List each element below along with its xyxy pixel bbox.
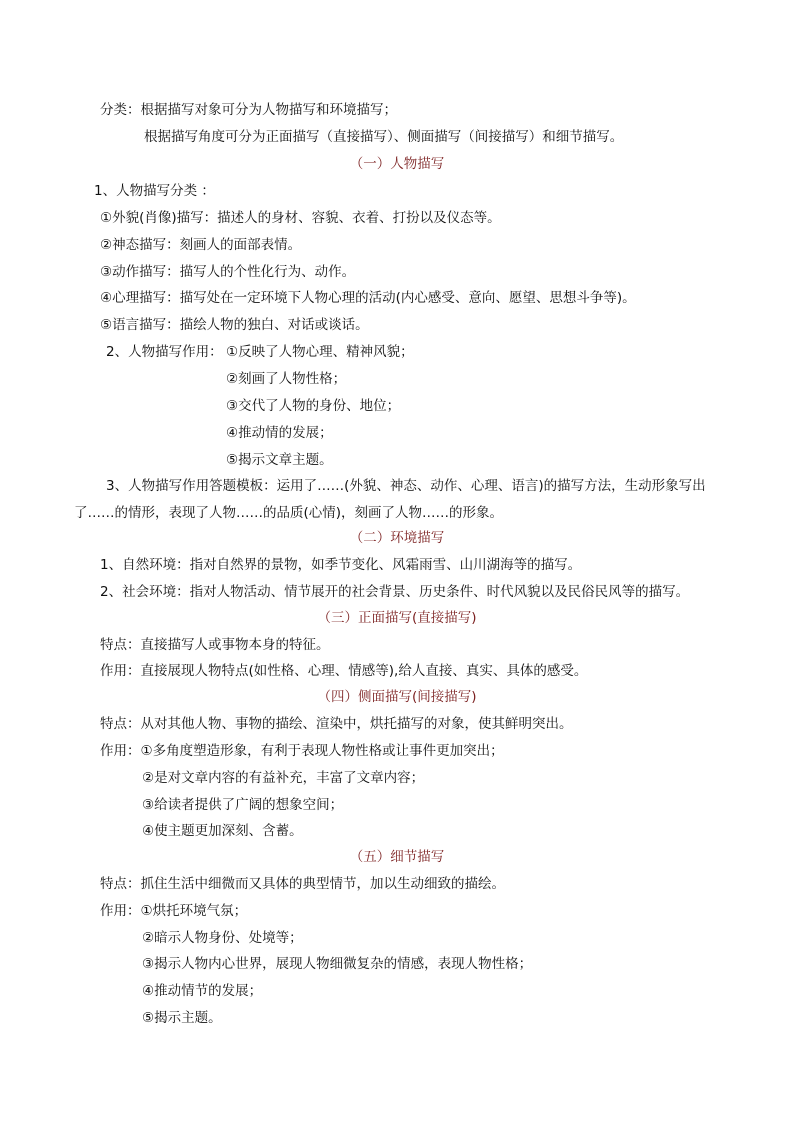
detail-effect-first: 作用：①烘托环境气氛；: [100, 903, 248, 919]
indirect-effect-first: 作用：①多角度塑造形象，有利于表现人物性格或让事件更加突出；: [100, 743, 504, 759]
character-template-line-2: 了……的情形，表现了人物……的品质(心情)，刻画了人物……的形象。: [74, 505, 504, 521]
character-types-title: 1、人物描写分类 ：: [94, 183, 215, 199]
section-heading-indirect: （四）侧面描写(间接描写): [317, 689, 477, 705]
section-heading-detail: （五）细节描写: [349, 849, 445, 865]
detail-effect-item: ④推动情节的发展；: [142, 983, 263, 999]
character-template-line-1: 3、人物描写作用答题模板：运用了……(外貌、神态、动作、心理、语言)的描写方法，生动形象写出: [106, 478, 706, 494]
intro-line-1: 分类：根据描写对象可分为人物描写和环境描写；: [100, 102, 397, 118]
indirect-effect-item: ④使主题更加深刻、含蓄。: [142, 823, 303, 839]
environment-item: 2、社会环境：指对人物活动、情节展开的社会背景、历史条件、时代风貌以及民俗民风等的描写。: [100, 584, 690, 600]
character-type-item: ④心理描写：描写处在一定环境下人物心理的活动(内心感受、意向、愿望、思想斗争等)。: [100, 290, 636, 306]
indirect-feature: 特点：从对其他人物、事物的描绘、渲染中，烘托描写的对象，使其鲜明突出。: [100, 716, 573, 732]
character-effect-item: ②刻画了人物性格；: [226, 371, 347, 387]
environment-item: 1、自然环境：指对自然界的景物，如季节变化、风霜雨雪、山川湖海等的描写。: [100, 557, 582, 573]
character-type-item: ③动作描写：描写人的个性化行为、动作。: [100, 264, 356, 280]
direct-effect: 作用：直接展现人物特点(如性格、心理、情感等),给人直接、真实、具体的感受。: [100, 663, 588, 679]
section-heading-environment: （二）环境描写: [349, 530, 445, 546]
indirect-effect-item: ②是对文章内容的有益补充，丰富了文章内容；: [142, 770, 425, 786]
detail-feature: 特点：抓住生活中细微而又具体的典型情节，加以生动细致的描绘。: [100, 876, 505, 892]
character-type-item: ⑤语言描写：描绘人物的独白、对话或谈话。: [100, 317, 369, 333]
character-effect-item: ①反映了人物心理、精神风貌；: [226, 344, 414, 360]
indirect-effect-item: ③给读者提供了广阔的想象空间；: [142, 797, 344, 813]
direct-feature: 特点：直接描写人或事物本身的特征。: [100, 637, 330, 653]
character-type-item: ②神态描写：刻画人的面部表情。: [100, 237, 302, 253]
section-heading-character: （一）人物描写: [349, 156, 445, 172]
character-effect-item: ③交代了人物的身份、地位；: [226, 398, 401, 414]
intro-line-2: 根据描写角度可分为正面描写（直接描写）、侧面描写（间接描写）和细节描写。: [144, 129, 624, 145]
character-effect-item: ④推动情的发展；: [226, 425, 333, 441]
detail-effect-item: ③揭示人物内心世界，展现人物细微复杂的情感，表现人物性格；: [142, 956, 533, 972]
character-type-item: ①外貌(肖像)描写：描述人的身材、容貌、衣着、打扮以及仪态等。: [100, 210, 501, 226]
detail-effect-item: ②暗示人物身份、处境等；: [142, 930, 303, 946]
section-heading-direct: （三）正面描写(直接描写): [317, 610, 477, 626]
character-effect-item: ⑤揭示文章主题。: [226, 452, 333, 468]
character-effects-title: 2、人物描写作用：: [106, 344, 223, 360]
detail-effect-item: ⑤揭示主题。: [142, 1010, 222, 1026]
